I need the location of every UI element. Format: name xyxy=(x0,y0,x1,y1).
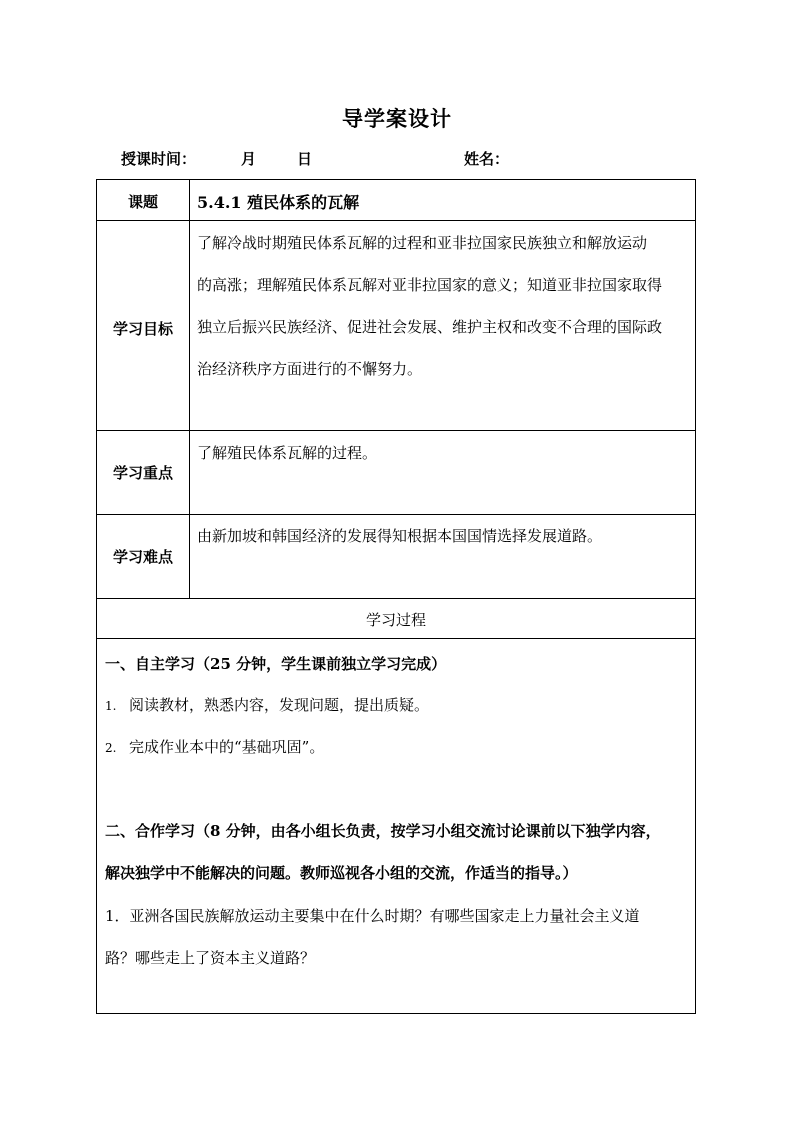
item-number: 2. xyxy=(105,741,117,755)
row-divider xyxy=(97,638,695,639)
document-title: 导学案设计 xyxy=(342,106,452,131)
day-label: 日 xyxy=(297,150,313,168)
item-text: 完成作业本中的“基础巩固”。 xyxy=(129,738,325,756)
learning-goals-label: 学习目标 xyxy=(112,320,173,338)
key-points-label: 学习重点 xyxy=(112,464,173,482)
difficulty-label: 学习难点 xyxy=(112,548,173,566)
learning-goals-text xyxy=(197,222,693,390)
row-divider xyxy=(97,514,695,515)
row-divider xyxy=(97,220,695,221)
difficulty-text: 由新加坡和韩国经济的发展得知根据本国国情选择发展道路。 xyxy=(197,527,603,545)
coop-study-heading-cont: 解决独学中不能解决的问题。教师巡视各小组的交流，作适当的指导。） xyxy=(105,864,578,882)
self-study-heading: 一、自主学习（25 分钟，学生课前独立学习完成） xyxy=(105,655,447,673)
row-divider xyxy=(97,430,695,431)
key-points-text: 了解殖民体系瓦解的过程。 xyxy=(197,444,378,462)
self-study-item xyxy=(105,736,693,757)
item-number: 1. xyxy=(105,699,117,713)
goals-line: 独立后振兴民族经济、促进社会发展、维护主权和改变不合理的国际政 xyxy=(197,318,663,336)
self-study-item xyxy=(105,694,693,715)
learning-process-header: 学习过程 xyxy=(365,611,426,629)
column-divider xyxy=(189,180,190,598)
topic-value: 5.4.1 殖民体系的瓦解 xyxy=(197,193,360,212)
item-text: 阅读教材，熟悉内容，发现问题，提出质疑。 xyxy=(129,696,430,714)
goals-line: 了解冷战时期殖民体系瓦解的过程和亚非拉国家民族独立和解放运动 xyxy=(197,234,648,252)
topic-label: 课题 xyxy=(127,193,158,211)
lesson-time-label: 授课时间： xyxy=(121,150,197,168)
goals-line: 治经济秩序方面进行的不懈努力。 xyxy=(197,360,423,378)
lesson-plan-table xyxy=(96,179,696,1014)
student-name-label: 姓名： xyxy=(464,150,510,168)
coop-question-1: 1．亚洲各国民族解放运动主要集中在什么时期？有哪些国家走上力量社会主义道 xyxy=(105,907,640,925)
coop-study-heading: 二、合作学习（8 分钟，由各小组长负责，按学习小组交流讨论课前以下独学内容， xyxy=(105,822,661,840)
goals-line: 的高涨；理解殖民体系瓦解对亚非拉国家的意义；知道亚非拉国家取得 xyxy=(197,276,663,294)
row-divider xyxy=(97,598,695,599)
coop-question-1-cont: 路？哪些走上了资本主义道路？ xyxy=(105,949,316,967)
month-label: 月 xyxy=(241,150,257,168)
